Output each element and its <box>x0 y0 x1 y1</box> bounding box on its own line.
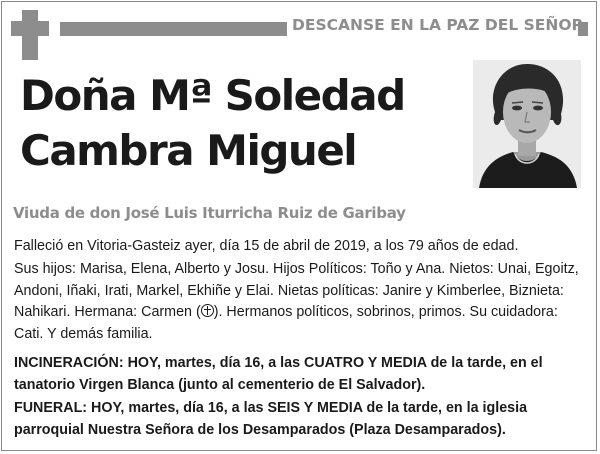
portrait-illustration <box>473 60 581 188</box>
death-notice-text: Falleció en Vitoria-Gasteiz ayer, día 15 de abril de 2019, a los 79 años de edad. <box>14 238 519 254</box>
cremation-announcement: INCINERACIÓN: HOY, martes, día 16, a las CUATRO Y MEDIA de la tarde, en el tanatorio Virgen Blanca (junto al cementerio de El Salvador). <box>14 355 543 393</box>
widow-of-subtitle: Viuda de don José Luis Iturricha Ruiz de Garibay <box>13 204 406 222</box>
family-paragraph <box>14 259 590 345</box>
header-title: DESCANSE EN LA PAZ DEL SEÑOR <box>292 16 584 34</box>
deceased-cross-icon <box>201 304 214 317</box>
family-text-start: Sus hijos: Marisa, Elena, Alberto y Josu. Hijos Políticos: Toño y Ana. Nietos: Unai, Egoitz, Andoni, Iñaki, Irati, Markel, Ekhiñe y Elai. Nietas políticas: Janire y Kimberlee, Biznieta: Nahikari. Hermana: Carmen ( <box>14 261 579 320</box>
name-line-2: Cambra Miguel <box>20 126 357 175</box>
deceased-name <box>20 68 405 178</box>
funeral-announcement: FUNERAL: HOY, martes, día 16, a las SEIS Y MEDIA de la tarde, en la iglesia parroquial Nuestra Señora de los Desamparados (Plaza Desamparados). <box>14 400 528 438</box>
header-rule <box>60 22 287 36</box>
cross-icon-bar <box>11 21 49 36</box>
name-line-1: Doña Mª Soledad <box>20 71 405 120</box>
portrait-photo <box>473 60 581 188</box>
family-text-end: ). Hermanos políticos, sobrinos, primos. Su cuidadora: Cati. Y demás familia. <box>14 304 558 342</box>
